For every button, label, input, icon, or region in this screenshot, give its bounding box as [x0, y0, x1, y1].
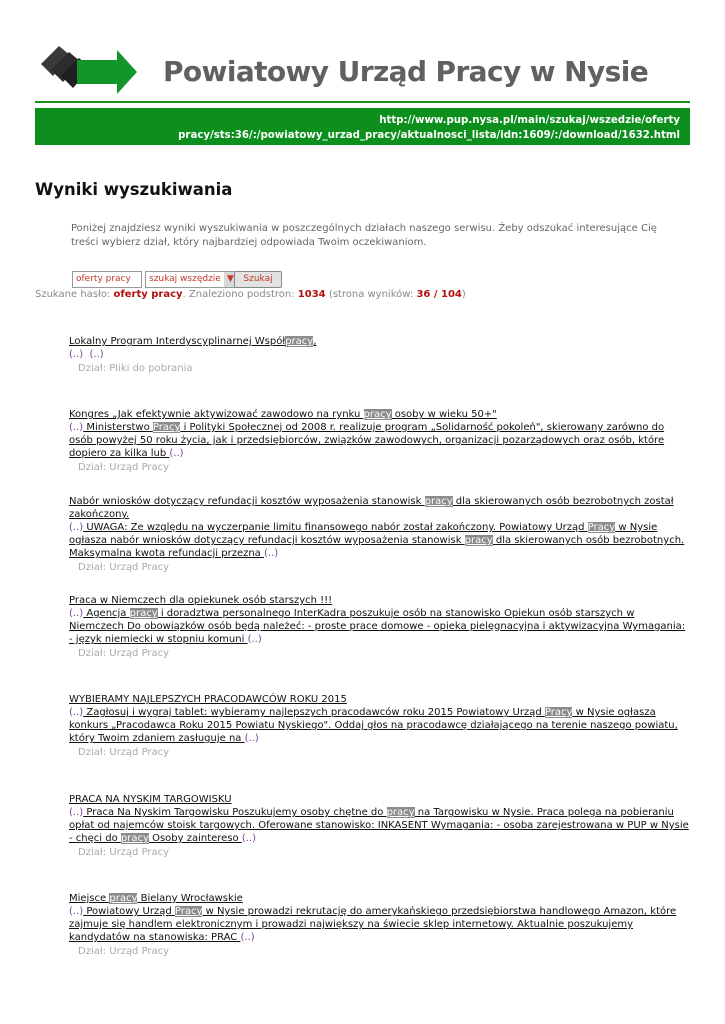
result-title-link[interactable]: WYBIERAMY NAJLEPSZYCH PRACODAWCÓW ROKU 2015 — [69, 694, 347, 705]
ellipsis-start[interactable]: (..) — [69, 349, 84, 360]
summary-close: ) — [461, 289, 466, 300]
result-snippet — [69, 706, 689, 745]
page-title: Wyniki wyszukiwania — [35, 180, 233, 199]
result-item — [69, 594, 689, 660]
result-item — [69, 408, 689, 474]
url-line-2: pracy/sts:36/:/powiatowy_urzad_pracy/aktualnosci_lista/idn:1609/:/download/1632.html — [178, 130, 680, 141]
ellipsis-start[interactable]: (..) — [69, 422, 84, 433]
result-item — [69, 495, 689, 574]
ellipsis-end[interactable]: (..) — [240, 932, 255, 943]
summary-term: oferty pracy — [113, 289, 183, 300]
result-item — [69, 892, 689, 958]
ellipsis-end[interactable]: (..) — [247, 634, 262, 645]
result-section: Dział: Urząd Pracy — [78, 946, 170, 957]
result-title-link[interactable]: Praca w Niemczech dla opiekunek osób starszych !!! — [69, 595, 333, 606]
intro-text: Poniżej znajdziesz wyniki wyszukiwania w poszczególnych działach naszego serwisu. Żeby odszukać interesujące Cię treści wybierz dział, który najbardziej odpowiada Twoim oczekiwaniom. — [71, 223, 657, 248]
summary-count: 1034 — [297, 289, 326, 300]
ellipsis-end[interactable]: (..) — [169, 448, 184, 459]
result-snippet-link[interactable]: Zagłosuj i wygraj tablet: wybieramy najlepszych pracodawców roku 2015 Powiatowy Urząd Pracy w Nysie ogłasza konkurs „Pracodawca Roku 2015 Powiatu Nyskiego". Oddaj głos na pracodawcę działającego na terenie naszego powiatu, który Twoim zdaniem zasługuje na — [69, 707, 678, 744]
ellipsis-end[interactable]: (..) — [264, 548, 279, 559]
ellipsis-start[interactable]: (..) — [69, 522, 84, 533]
result-snippet — [69, 607, 689, 646]
ellipsis-end[interactable]: (..) — [241, 833, 257, 844]
ellipsis-end[interactable]: (..) — [89, 349, 104, 360]
result-snippet-link[interactable]: UWAGA: Ze względu na wyczerpanie limitu finansowego nabór został zakończony. Powiatowy Urząd Pracy w Nysie ogłasza nabór wniosków dotyczący refundacji kosztów wyposażenia stanowisk pracy dla skierowanych osób bezrobotnych. Maksymalna kwota refundacji przezna — [69, 522, 685, 559]
result-snippet — [69, 421, 689, 460]
logo-icon — [37, 42, 137, 94]
result-item — [69, 793, 689, 859]
result-item — [69, 693, 689, 759]
result-snippet-link[interactable]: Powiatowy Urząd Pracy w Nysie prowadzi rekrutację do amerykańskiego przedsiębiorstwa handlowego Amazon, które zajmuje się handlem elektronicznym i prowadzi największy na świecie sklep internetowy. Aktualnie poszukujemy kandydatów na stanowiska: PRAC — [69, 906, 677, 943]
result-snippet-link[interactable]: Agencja pracy i doradztwa personalnego InterKadra poszukuje osób na stanowisko Opiekun osób starszych w Niemczech Do obowiązków osób będą należeć: - proste prace domowe - opieka pielęgnacyjna i aktywizacyjna Wymagania: - język niemiecki w stopniu komuni — [69, 608, 686, 645]
url-line-1: http://www.pup.nysa.pl/main/szukaj/wszedzie/oferty — [379, 115, 680, 126]
site-brand: Powiatowy Urząd Pracy w Nysie — [163, 55, 649, 88]
section-select-value: szukaj wszędzie — [149, 274, 221, 284]
result-snippet-link[interactable]: Ministerstwo Pracy i Polityki Społecznej od 2008 r. realizuje program „Solidarność pokoleń", skierowany zarówno do osób powyżej 50 roku życia, jak i przedsiębiorców, związków zawodowych, organizacji pozarządowych oraz osób, które dopiero za kilka lub — [69, 422, 665, 459]
result-snippet — [69, 806, 689, 845]
result-section: Dział: Urząd Pracy — [78, 562, 170, 573]
result-section: Dział: Pliki do pobrania — [78, 363, 193, 374]
header-divider — [35, 101, 690, 103]
summary-label: Szukane hasło: — [35, 289, 111, 300]
ellipsis-end[interactable]: (..) — [244, 733, 259, 744]
result-item — [69, 335, 689, 375]
result-section: Dział: Urząd Pracy — [78, 847, 170, 858]
summary-pages: 36 / 104 — [416, 289, 462, 300]
result-snippet — [69, 521, 689, 560]
search-button[interactable]: Szukaj — [234, 271, 282, 288]
search-summary — [35, 289, 466, 300]
ellipsis-start[interactable]: (..) — [69, 608, 84, 619]
result-snippet — [69, 348, 689, 361]
result-title-link[interactable]: Lokalny Program Interdyscyplinarnej Współpracy, — [69, 336, 317, 347]
result-section: Dział: Urząd Pracy — [78, 462, 170, 473]
site-header — [35, 38, 690, 102]
search-input[interactable]: oferty pracy — [72, 271, 142, 288]
summary-found-label: . Znaleziono podstron: — [182, 289, 295, 300]
ellipsis-start[interactable]: (..) — [69, 707, 84, 718]
ellipsis-start[interactable]: (..) — [69, 807, 84, 818]
ellipsis-start[interactable]: (..) — [69, 906, 84, 917]
result-title-link[interactable]: PRACA NA NYSKIM TARGOWISKU — [69, 794, 232, 805]
result-title-link[interactable]: Miejsce pracy Bielany Wrocławskie — [69, 893, 243, 904]
result-snippet-link[interactable]: Praca Na Nyskim Targowisku Poszukujemy osoby chętne do pracy na Targowisku w Nysie. Praca polega na pobieraniu opłat od najemców stoisk targowych. Oferowane stanowisko: INKASENT Wymagania: - osoba zarejestrowana w PUP w Nysie - chęci do pracy Osoby zainteresо — [69, 807, 689, 844]
dropdown-arrow-icon[interactable]: ▼ — [224, 272, 237, 287]
result-title-link[interactable]: Nabór wniosków dotyczący refundacji kosztów wyposażenia stanowisk pracy dla skierowanych osób bezrobotnych został zakończony. — [69, 496, 674, 520]
section-select[interactable] — [145, 271, 238, 288]
result-title-link[interactable]: Kongres „Jak efektywnie aktywizować zawodowo na rynku pracy osoby w wieku 50+" — [69, 409, 497, 420]
result-section: Dział: Urząd Pracy — [78, 747, 170, 758]
url-bar — [35, 108, 690, 145]
summary-pages-label: (strona wyników: — [328, 289, 414, 300]
result-section: Dział: Urząd Pracy — [78, 648, 170, 659]
result-snippet — [69, 905, 689, 944]
